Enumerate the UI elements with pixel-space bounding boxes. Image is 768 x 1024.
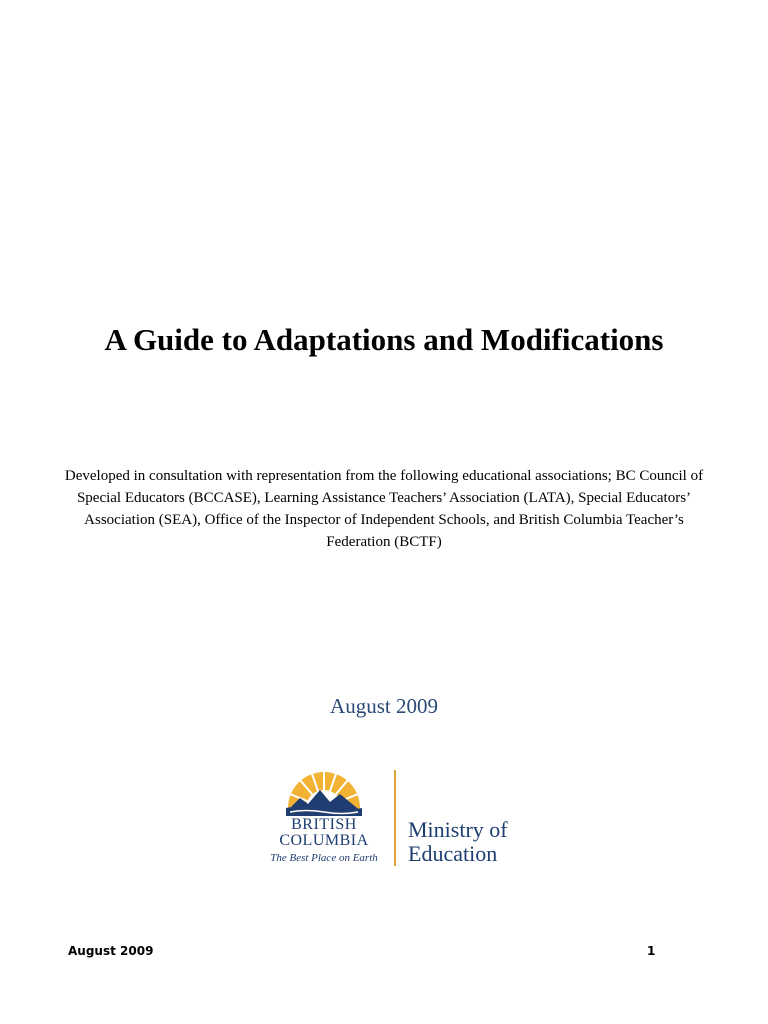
bc-name-line1: BRITISH bbox=[291, 816, 357, 833]
sun-mountains-icon bbox=[286, 768, 362, 816]
page-number: 1 bbox=[647, 944, 656, 958]
ministry-name bbox=[408, 818, 508, 866]
publication-date: August 2009 bbox=[330, 694, 438, 718]
document-description: Developed in consultation with representation from the following educational associations; BC Council of Special Educators (BCCASE), Learning Assistance Teachers’ Association (LATA), Special Educators’ Association (SEA), Office of the Inspector of Independent Schools, and British Columbia Teacher’s Federation (BCTF) bbox=[64, 468, 704, 550]
bc-tagline: The Best Place on Earth bbox=[270, 852, 378, 864]
ministry-line2: Education bbox=[408, 841, 498, 866]
footer-date: August 2009 bbox=[68, 944, 154, 958]
bc-logo bbox=[262, 766, 386, 876]
logo-divider bbox=[394, 770, 396, 866]
ministry-logo bbox=[262, 766, 532, 876]
ministry-line1: Ministry of bbox=[408, 817, 508, 842]
document-title: A Guide to Adaptations and Modifications bbox=[104, 322, 664, 357]
bc-name-line2: COLUMBIA bbox=[279, 832, 369, 849]
